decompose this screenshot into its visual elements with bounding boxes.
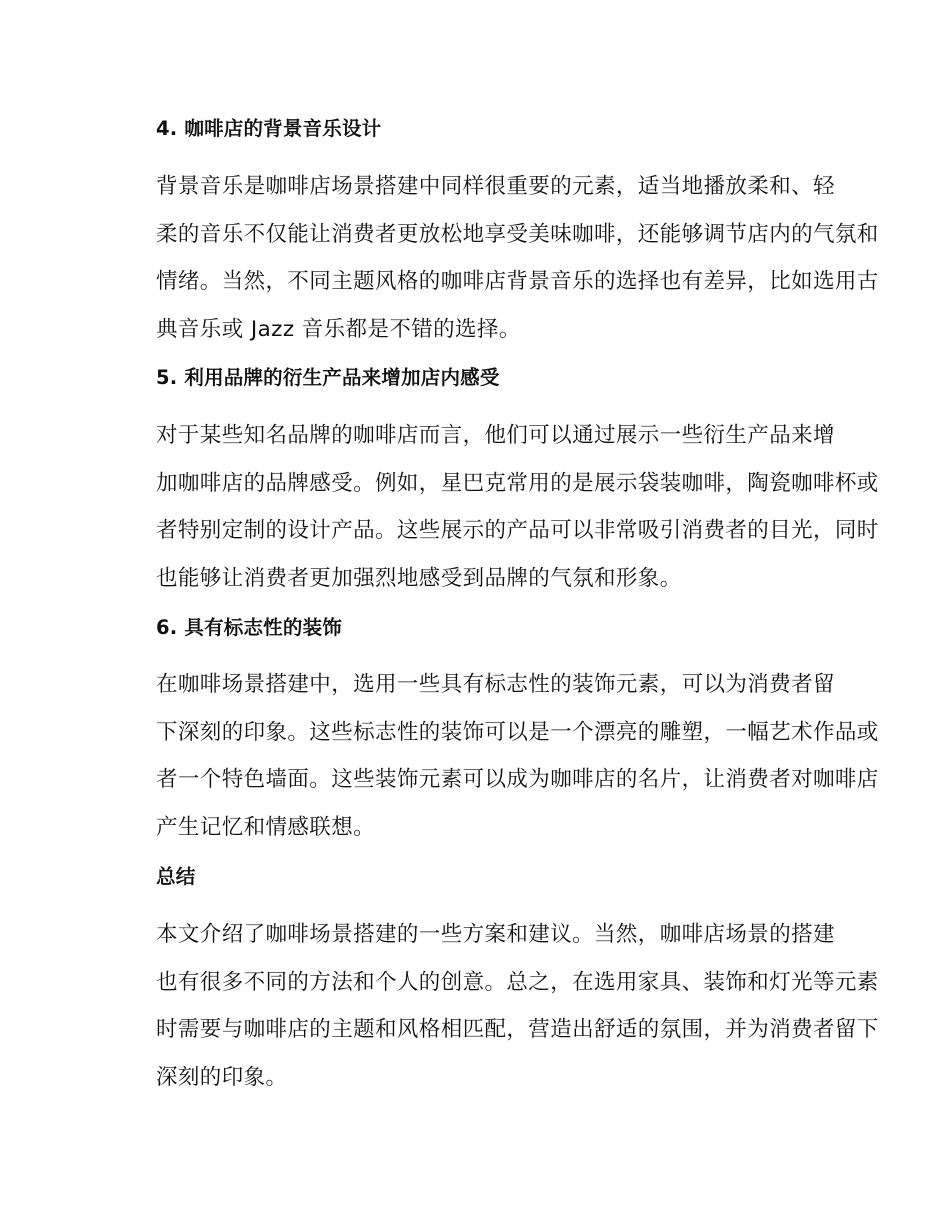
paragraph-line: 对于某些知名品牌的咖啡店而言，他们可以通过展示一些衍生产品来增 (156, 423, 835, 448)
paragraph-line: 也能够让消费者更加强烈地感受到品牌的气氛和形象。 (156, 565, 682, 591)
paragraph-line: 情绪。当然，不同主题风格的咖啡店背景音乐的选择也有差异，比如选用古 (156, 269, 879, 294)
paragraph-line: 在咖啡场景搭建中，选用一些具有标志性的装饰元素，可以为消费者留 (156, 672, 835, 697)
paragraph-line: 深刻的印象。 (156, 1064, 288, 1090)
paragraph-line: 典音乐或 Jazz 音乐都是不错的选择。 (156, 316, 521, 342)
section-heading-brand-products: 5. 利用品牌的衍生产品来增加店内感受 (156, 366, 500, 389)
paragraph-brand-products (113, 412, 879, 602)
section-heading-signature-decor: 6. 具有标志性的装饰 (156, 616, 342, 639)
paragraph-line: 产生记忆和情感联想。 (156, 814, 376, 840)
paragraph-line: 本文介绍了咖啡场景搭建的一些方案和建议。当然，咖啡店场景的搭建 (156, 922, 835, 947)
paragraph-line: 柔的音乐不仅能让消费者更放松地享受美味咖啡，还能够调节店内的气氛和 (156, 221, 879, 247)
paragraph-line: 者特别定制的设计产品。这些展示的产品可以非常吸引消费者的目光，同时 (156, 518, 879, 543)
paragraph-line: 加咖啡店的品牌感受。例如，星巴克常用的是展示袋装咖啡，陶瓷咖啡杯或 (156, 470, 879, 496)
paragraph-background-music (113, 163, 879, 353)
section-heading-background-music: 4. 咖啡店的背景音乐设计 (156, 117, 382, 140)
paragraph-line: 也有很多不同的方法和个人的创意。总之，在选用家具、装饰和灯光等元素 (156, 969, 879, 995)
paragraph-signature-decor (113, 661, 879, 851)
paragraph-summary (113, 911, 879, 1101)
paragraph-line: 者一个特色墙面。这些装饰元素可以成为咖啡店的名片，让消费者对咖啡店 (156, 767, 879, 792)
paragraph-line: 时需要与咖啡店的主题和风格相匹配，营造出舒适的氛围，并为消费者留下 (156, 1017, 879, 1042)
section-heading-summary: 总结 (156, 865, 196, 888)
paragraph-line: 背景音乐是咖啡店场景搭建中同样很重要的元素，适当地播放柔和、轻 (156, 174, 835, 199)
paragraph-line: 下深刻的印象。这些标志性的装饰可以是一个漂亮的雕塑，一幅艺术作品或 (156, 719, 879, 745)
